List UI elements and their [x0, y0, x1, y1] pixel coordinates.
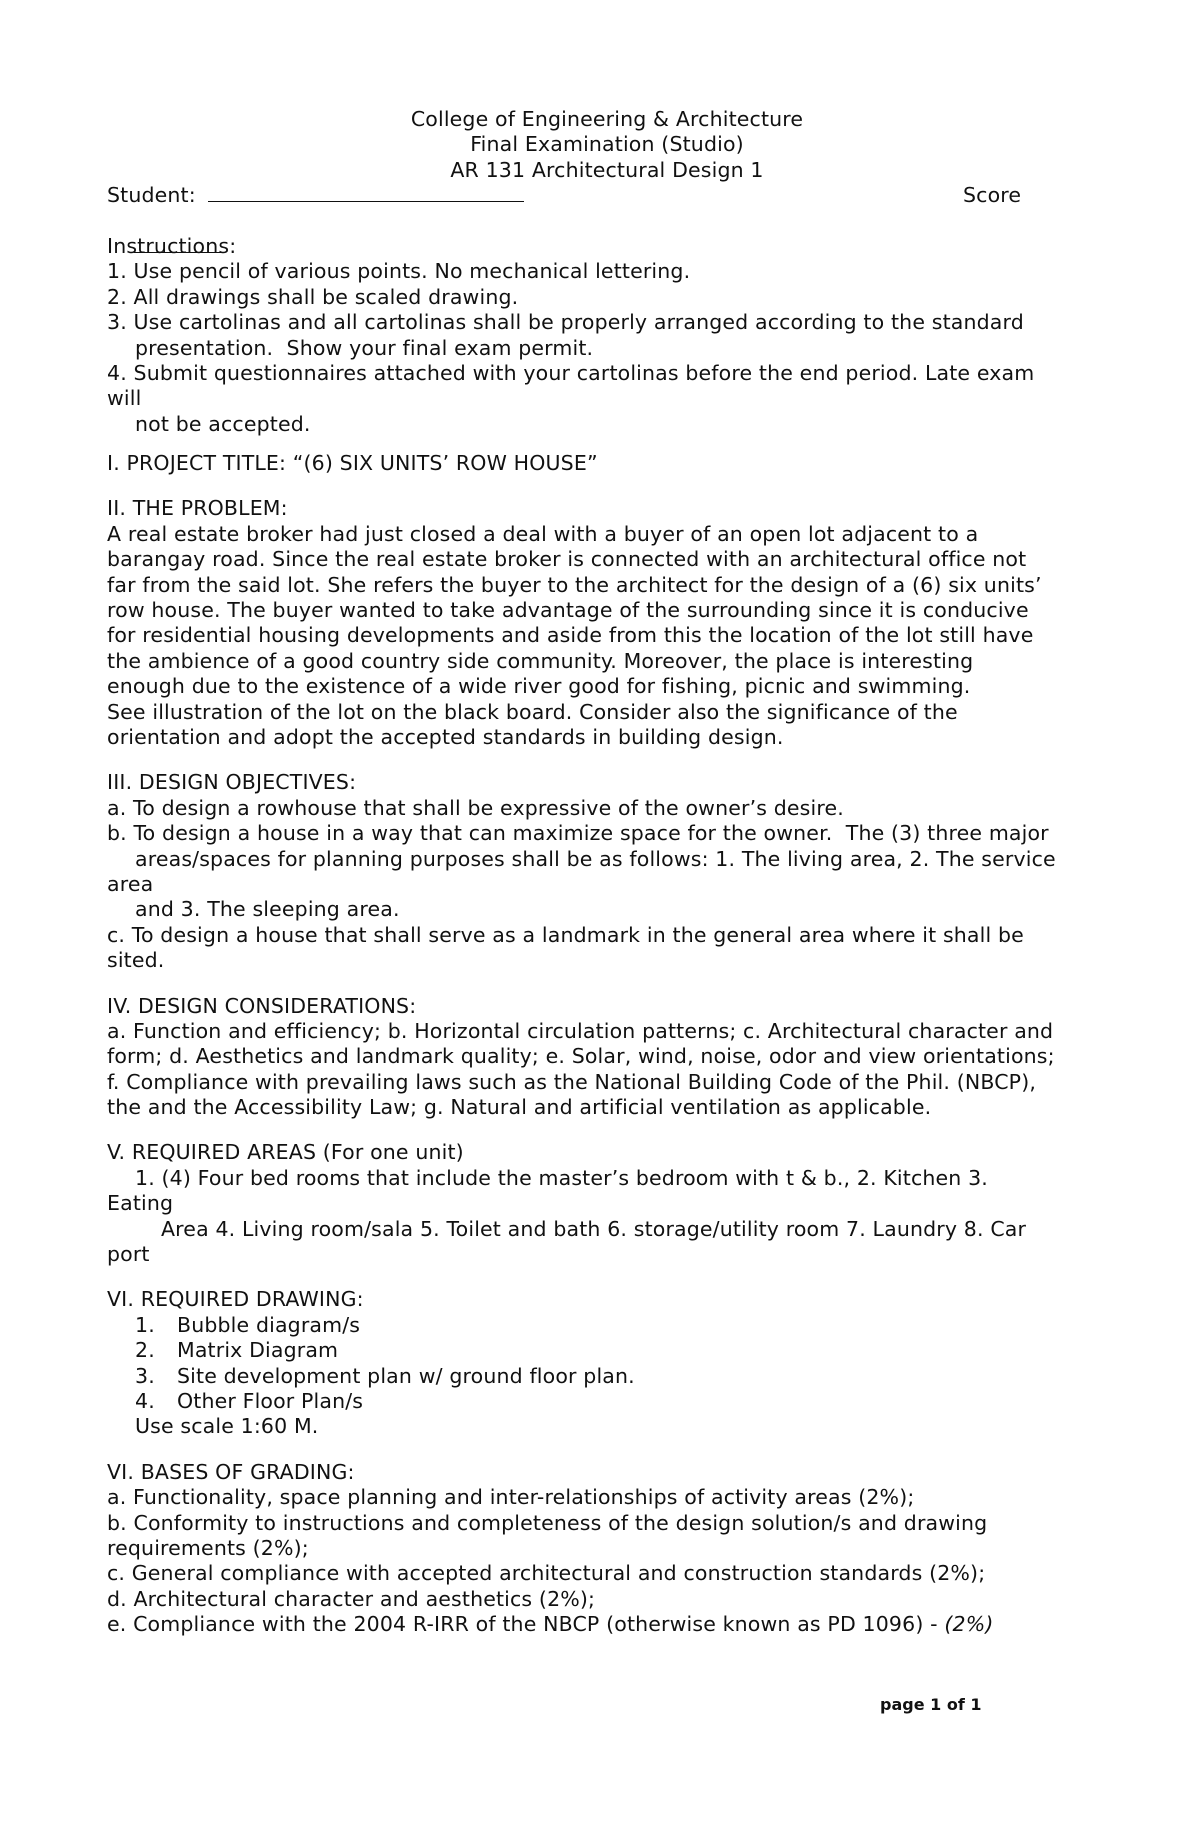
drawing-item — [107, 1364, 1107, 1389]
grading-line-text: e. Compliance with the 2004 R-IRR of the NBCP (otherwise known as PD 1096) - — [107, 1612, 945, 1637]
considerations-heading: IV. DESIGN CONSIDERATIONS: — [107, 993, 417, 1018]
drawing-item — [107, 1338, 1107, 1363]
areas-heading: V. REQUIRED AREAS (For one unit) — [107, 1140, 464, 1165]
objective-line: area — [107, 871, 154, 896]
grading-line: a. Functionality, space planning and inter-relationships of activity areas (2%); — [107, 1485, 915, 1510]
drawing-item-text: Other Floor Plan/s — [177, 1388, 364, 1413]
drawing-item — [107, 1313, 1107, 1338]
objective-line: b. To design a house in a way that can maximize space for the owner. The (3) three major — [107, 821, 1049, 846]
problem-heading: II. THE PROBLEM: — [107, 496, 288, 521]
grading-line-percent: (2%) — [944, 1612, 994, 1637]
drawing-item-text: Bubble diagram/s — [177, 1312, 361, 1337]
drawing-heading: VI. REQUIRED DRAWING: — [107, 1287, 364, 1312]
student-name-blank — [208, 183, 524, 202]
problem-line: for residential housing developments and aside from this the location of the lot still have — [107, 623, 1034, 648]
grading-heading: VI. BASES OF GRADING: — [107, 1459, 355, 1484]
area-line: port — [107, 1242, 150, 1267]
drawing-item-number: 4. — [135, 1388, 155, 1413]
problem-line: the ambience of a good country side community. Moreover, the place is interesting — [107, 648, 974, 673]
project-title: I. PROJECT TITLE: “(6) SIX UNITS’ ROW HOUSE” — [107, 451, 598, 476]
problem-line: See illustration of the lot on the black board. Consider also the significance of the — [107, 699, 958, 724]
drawing-item-text: Site development plan w/ ground floor plan. — [177, 1363, 635, 1388]
instruction-item-cont: presentation. Show your final exam permit. — [135, 335, 594, 360]
instruction-item-cont: not be accepted. — [135, 411, 311, 436]
college-title: College of Engineering & Architecture — [410, 107, 804, 131]
instruction-item-cont: will — [107, 386, 142, 411]
instruction-item: 3. Use cartolinas and all cartolinas shall be properly arranged according to the standard — [107, 310, 1024, 335]
objective-line: areas/spaces for planning purposes shall be as follows: 1. The living area, 2. The service — [135, 846, 1056, 871]
instructions-heading: Instructions: — [107, 233, 237, 258]
student-row — [107, 183, 1107, 208]
area-line: Area 4. Living room/sala 5. Toilet and bath 6. storage/utility room 7. Laundry 8. Car — [161, 1216, 1027, 1241]
instruction-item: 2. All drawings shall be scaled drawing. — [107, 284, 519, 309]
instruction-item: 1. Use pencil of various points. No mechanical lettering. — [107, 259, 691, 284]
problem-line: barangay road. Since the real estate broker is connected with an architectural office not — [107, 547, 1027, 572]
drawing-item-number: 3. — [135, 1363, 155, 1388]
objective-line: and 3. The sleeping area. — [135, 897, 400, 922]
drawing-item-number: 2. — [135, 1338, 155, 1363]
consideration-line: a. Function and efficiency; b. Horizontal circulation patterns; c. Architectural character and — [107, 1018, 1054, 1043]
problem-line: row house. The buyer wanted to take advantage of the surrounding since it is conducive — [107, 598, 1029, 623]
grading-line: requirements (2%); — [107, 1535, 309, 1560]
objectives-heading: III. DESIGN OBJECTIVES: — [107, 770, 357, 795]
grading-line: c. General compliance with accepted architectural and construction standards (2%); — [107, 1561, 986, 1586]
drawing-scale: Use scale 1:60 M. — [135, 1414, 319, 1439]
objective-line: c. To design a house that shall serve as a landmark in the general area where it shall be — [107, 922, 1024, 947]
drawing-item-number: 1. — [135, 1312, 155, 1337]
grading-line: b. Conformity to instructions and completeness of the design solution/s and drawing — [107, 1510, 988, 1535]
grading-line: d. Architectural character and aesthetics (2%); — [107, 1586, 596, 1611]
grading-line-last — [107, 1612, 1107, 1637]
exam-document — [107, 107, 1107, 1637]
problem-line: A real estate broker had just closed a deal with a buyer of an open lot adjacent to a — [107, 521, 979, 546]
exam-title: Final Examination (Studio) — [470, 132, 744, 157]
page-number: page 1 of 1 — [880, 1695, 982, 1714]
drawing-item-text: Matrix Diagram — [177, 1338, 339, 1363]
problem-line: orientation and adopt the accepted standards in building design. — [107, 724, 784, 749]
course-title: AR 131 Architectural Design 1 — [450, 157, 764, 182]
instruction-item: 4. Submit questionnaires attached with your cartolinas before the end period. Late exam — [107, 360, 1035, 385]
area-line: Eating — [107, 1191, 174, 1216]
consideration-line: the and the Accessibility Law; g. Natural and artificial ventilation as applicable. — [107, 1095, 932, 1120]
student-label: Student: — [107, 183, 196, 208]
objective-line: sited. — [107, 948, 165, 973]
problem-line: enough due to the existence of a wide river good for fishing, picnic and swimming. — [107, 674, 971, 699]
consideration-line: form; d. Aesthetics and landmark quality; e. Solar, wind, noise, odor and view orientations; — [107, 1044, 1055, 1069]
area-line: 1. (4) Four bed rooms that include the master’s bedroom with t & b., 2. Kitchen 3. — [135, 1165, 988, 1190]
problem-line: far from the said lot. She refers the buyer to the architect for the design of a (6) six units’ — [107, 572, 1042, 597]
score-label: Score — [963, 183, 1022, 208]
consideration-line: f. Compliance with prevailing laws such as the National Building Code of the Phil. (NBCP), — [107, 1069, 1037, 1094]
objective-line: a. To design a rowhouse that shall be expressive of the owner’s desire. — [107, 795, 844, 820]
drawing-item — [107, 1389, 1107, 1414]
score-blank-row — [107, 209, 1107, 234]
